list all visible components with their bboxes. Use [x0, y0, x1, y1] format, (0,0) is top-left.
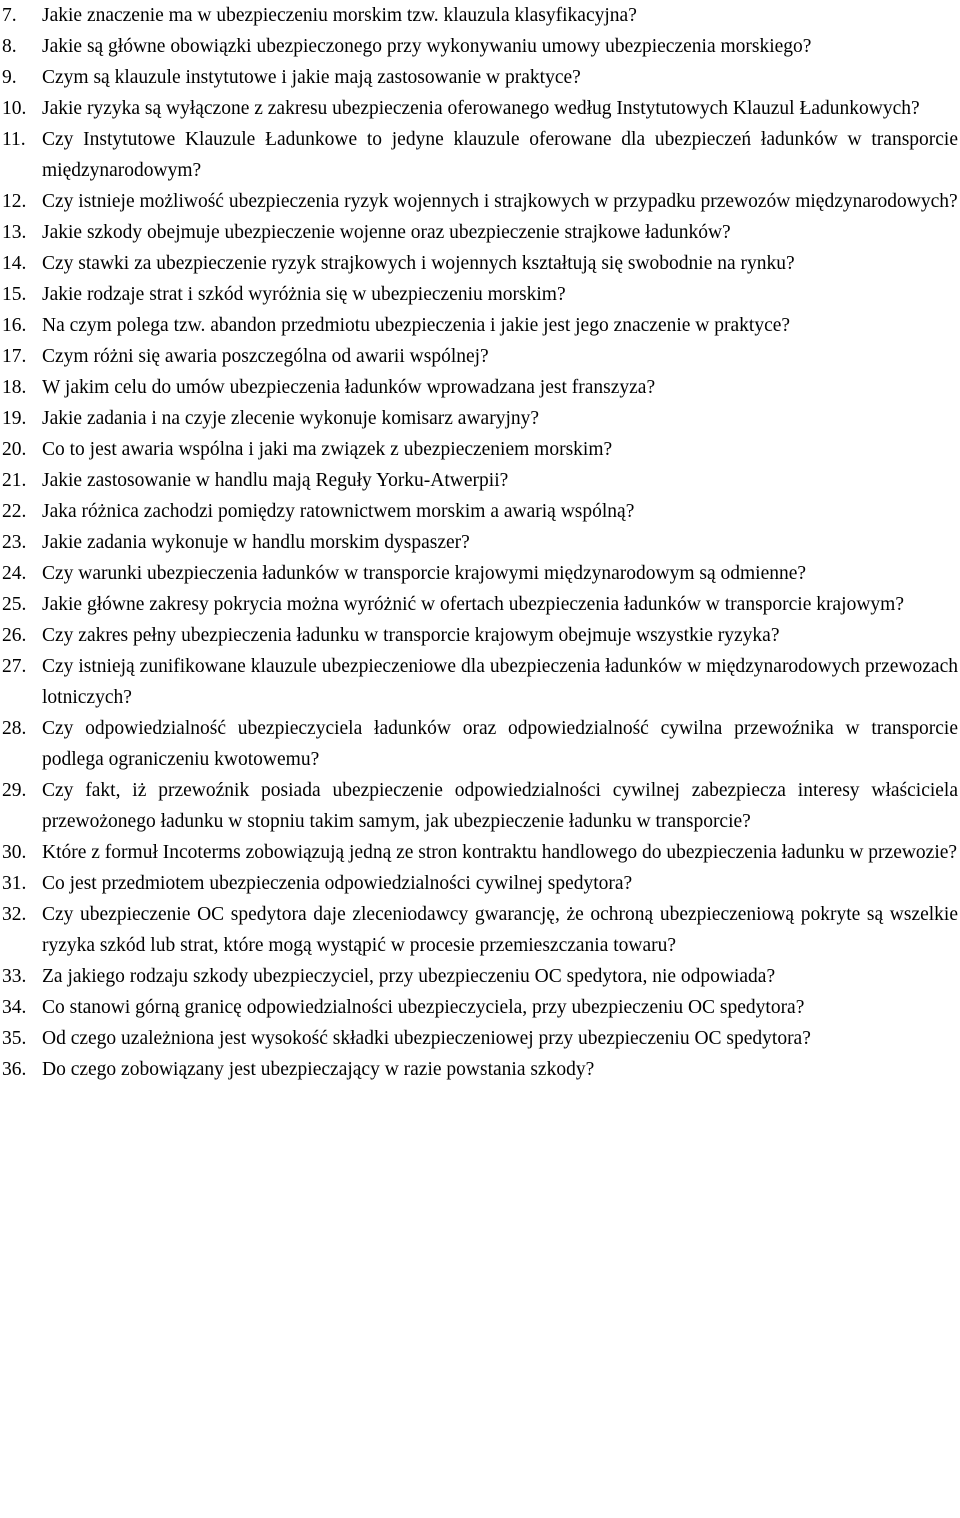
question-text: Jakie zadania wykonuje w handlu morskim dyspaszer?	[42, 532, 470, 553]
question-item	[0, 341, 960, 372]
question-item	[0, 651, 960, 713]
question-text: Jakie zadania i na czyje zlecenie wykonuje komisarz awaryjny?	[42, 408, 540, 429]
question-text: Czy warunki ubezpieczenia ładunków w transporcie krajowymi międzynarodowym są odmienne?	[42, 563, 807, 584]
question-item	[0, 62, 960, 93]
question-text: Jakie ryzyka są wyłączone z zakresu ubezpieczenia oferowanego według Instytutowych Klauzul Ładunkowych?	[42, 98, 920, 119]
question-text: Które z formuł Incoterms zobowiązują jedną ze stron kontraktu handlowego do ubezpieczenia ładunku w przewozie?	[42, 842, 958, 863]
question-text: Na czym polega tzw. abandon przedmiotu ubezpieczenia i jakie jest jego znaczenie w praktyce?	[42, 315, 791, 336]
question-item	[0, 837, 960, 868]
question-text: Czy ubezpieczenie OC spedytora daje zleceniodawcy gwarancję, że ochroną ubezpieczeniową pokryte są wszelkie ryzyka szkód lub strat, które mogą wystąpić w procesie przemieszczania towaru?	[42, 904, 958, 956]
question-item	[0, 899, 960, 961]
question-text: Czy stawki za ubezpieczenie ryzyk strajkowych i wojennych kształtują się swobodnie na rynku?	[42, 253, 795, 274]
question-number: 24.	[2, 563, 27, 584]
question-item	[0, 124, 960, 186]
question-text: Co stanowi górną granicę odpowiedzialności ubezpieczyciela, przy ubezpieczeniu OC spedytora?	[42, 997, 805, 1018]
question-text: Czy odpowiedzialność ubezpieczyciela ładunków oraz odpowiedzialność cywilna przewoźnika w transporcie podlega ograniczeniu kwotowemu?	[42, 718, 958, 770]
question-number: 36.	[2, 1059, 27, 1080]
question-number: 12.	[2, 191, 27, 212]
question-number: 32.	[2, 904, 27, 925]
question-text: Czy fakt, iż przewoźnik posiada ubezpieczenie odpowiedzialności cywilnej zabezpiecza interesy właściciela przewożonego ładunku w stopniu takim samym, jak ubezpieczenie ładunku w transporcie?	[42, 780, 958, 832]
question-number: 29.	[2, 780, 27, 801]
question-number: 31.	[2, 873, 27, 894]
question-number: 26.	[2, 625, 27, 646]
question-text: Jaka różnica zachodzi pomiędzy ratownictwem morskim a awarią wspólną?	[42, 501, 635, 522]
question-number: 22.	[2, 501, 27, 522]
question-item	[0, 620, 960, 651]
question-number: 23.	[2, 532, 27, 553]
question-number: 17.	[2, 346, 27, 367]
question-text: Jakie szkody obejmuje ubezpieczenie wojenne oraz ubezpieczenie strajkowe ładunków?	[42, 222, 731, 243]
question-item	[0, 248, 960, 279]
question-number: 13.	[2, 222, 27, 243]
question-text: Od czego uzależniona jest wysokość składki ubezpieczeniowej przy ubezpieczeniu OC spedytora?	[42, 1028, 811, 1049]
question-number: 33.	[2, 966, 27, 987]
question-text: Jakie znaczenie ma w ubezpieczeniu morskim tzw. klauzula klasyfikacyjna?	[42, 5, 637, 26]
question-text: Do czego zobowiązany jest ubezpieczający w razie powstania szkody?	[42, 1059, 595, 1080]
question-item	[0, 713, 960, 775]
question-text: Jakie zastosowanie w handlu mają Reguły Yorku-Atwerpii?	[42, 470, 509, 491]
question-item	[0, 403, 960, 434]
question-item	[0, 961, 960, 992]
question-number: 34.	[2, 997, 27, 1018]
question-number: 20.	[2, 439, 27, 460]
question-item	[0, 589, 960, 620]
question-number: 35.	[2, 1028, 27, 1049]
question-item	[0, 496, 960, 527]
question-text: Czy Instytutowe Klauzule Ładunkowe to jedyne klauzule oferowane dla ubezpieczeń ładunków w transporcie międzynarodowym?	[42, 129, 958, 181]
question-number: 11.	[2, 129, 26, 150]
question-item	[0, 527, 960, 558]
question-text: Czym są klauzule instytutowe i jakie mają zastosowanie w praktyce?	[42, 67, 581, 88]
question-number: 19.	[2, 408, 27, 429]
question-item	[0, 992, 960, 1023]
question-number: 21.	[2, 470, 27, 491]
question-text: Czy istnieją zunifikowane klauzule ubezpieczeniowe dla ubezpieczenia ładunków w międzynarodowych przewozach lotniczych?	[42, 656, 958, 708]
question-text: Jakie główne zakresy pokrycia można wyróżnić w ofertach ubezpieczenia ładunków w transporcie krajowym?	[42, 594, 904, 615]
question-number: 16.	[2, 315, 27, 336]
question-item	[0, 93, 960, 124]
question-item	[0, 217, 960, 248]
question-number: 18.	[2, 377, 27, 398]
question-text: Czym różni się awaria poszczególna od awarii wspólnej?	[42, 346, 489, 367]
question-number: 27.	[2, 656, 27, 677]
question-item	[0, 1023, 960, 1054]
question-number: 9.	[2, 67, 17, 88]
question-item	[0, 868, 960, 899]
question-text: Za jakiego rodzaju szkody ubezpieczyciel, przy ubezpieczeniu OC spedytora, nie odpowiada?	[42, 966, 776, 987]
question-number: 15.	[2, 284, 27, 305]
question-text: Jakie rodzaje strat i szkód wyróżnia się w ubezpieczeniu morskim?	[42, 284, 566, 305]
question-item	[0, 1054, 960, 1085]
question-item	[0, 0, 960, 31]
question-number: 7.	[2, 5, 17, 26]
question-item	[0, 310, 960, 341]
question-item	[0, 279, 960, 310]
question-number: 30.	[2, 842, 27, 863]
question-text: Jakie są główne obowiązki ubezpieczonego przy wykonywaniu umowy ubezpieczenia morskiego?	[42, 36, 812, 57]
question-item	[0, 31, 960, 62]
question-item	[0, 372, 960, 403]
question-number: 10.	[2, 98, 27, 119]
question-text: Co to jest awaria wspólna i jaki ma związek z ubezpieczeniem morskim?	[42, 439, 613, 460]
question-text: Czy istnieje możliwość ubezpieczenia ryzyk wojennych i strajkowych w przypadku przewozów międzynarodowych?	[42, 191, 958, 212]
question-text: Czy zakres pełny ubezpieczenia ładunku w transporcie krajowym obejmuje wszystkie ryzyka?	[42, 625, 780, 646]
question-item	[0, 186, 960, 217]
question-item	[0, 465, 960, 496]
question-item	[0, 434, 960, 465]
question-number: 28.	[2, 718, 27, 739]
question-item	[0, 558, 960, 589]
question-number: 25.	[2, 594, 27, 615]
question-number: 8.	[2, 36, 17, 57]
question-number: 14.	[2, 253, 27, 274]
question-text: W jakim celu do umów ubezpieczenia ładunków wprowadzana jest franszyza?	[42, 377, 656, 398]
question-item	[0, 775, 960, 837]
question-text: Co jest przedmiotem ubezpieczenia odpowiedzialności cywilnej spedytora?	[42, 873, 633, 894]
